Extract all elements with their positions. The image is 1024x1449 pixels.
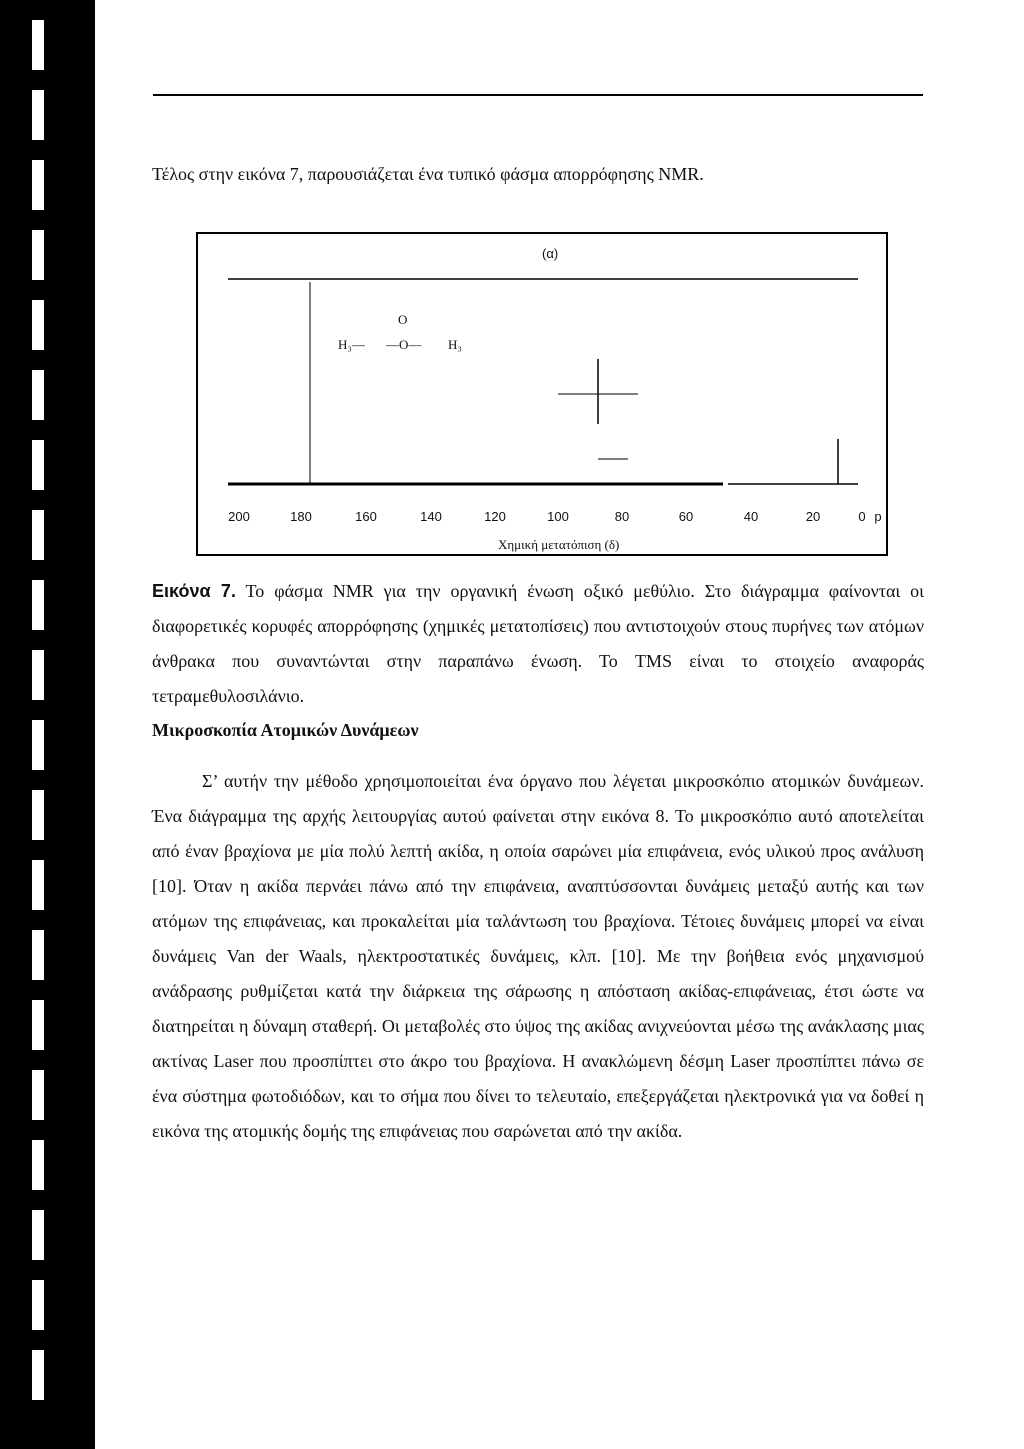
molecule-top-o: O <box>398 312 408 327</box>
nmr-figure <box>196 232 888 556</box>
figure-panel-label: (α) <box>542 246 559 261</box>
axis-title: Χημική μετατόπιση (δ) <box>498 537 620 552</box>
axis-tick: 80 <box>614 509 630 524</box>
axis-unit: p <box>874 509 882 524</box>
axis-tick-row <box>198 509 886 529</box>
axis-tick: 160 <box>355 509 377 524</box>
body-paragraph: Σ’ αυτήν την μέθοδο χρησιμοποιείται ένα όργανο που λέγεται μικροσκόπιο ατομικών δυνάμεων. Ένα διάγραμμα της αρχής λειτουργίας αυτού φαίνεται στην εικόνα 8. Το μικροσκόπιο αυτό αποτελείται από έναν βραχίονα με μία πολύ λεπτή ακίδα, η οποία σαρώνει μία επιφάνεια, ενός υλικού προς ανάλυση [10]. Όταν η ακίδα περνάει πάνω από την επιφάνεια, αναπτύσσονται δυνάμεις μεταξύ αυτής και των ατόμων της επιφάνειας, και προκαλείται μία ταλάντωση του βραχίονα. Τέτοιες δυνάμεις μπορεί να είναι δυνάμεις Van der Waals, ηλεκτροστατικές δυνάμεις, κλπ. [10]. Με την βοήθεια ενός μηχανισμού ανάδρασης ρυθμίζεται κατά την διάρκεια της σάρωσης η απόσταση ακίδας-επιφάνειας, έτσι ώστε να διατηρείται η δύναμη σταθερή. Οι μεταβολές στο ύψος της ακίδας ανιχνεύονται μέσω της ανάκλασης μιας ακτίνας Laser που προσπίπτει στο άκρο του βραχίονα. Η ανακλώμενη δέσμη Laser προσπίπτει πάνω σε ένα σύστημα φωτοδιόδων, και το σήμα που δίνει το τελευταίο, επεξεργάζεται ηλεκτρονικά για να δοθεί η εικόνα της ατομικής δομής της επιφάνειας που σαρώνεται από την ακίδα. <box>152 771 924 1141</box>
caption-text: Το φάσμα NMR για την οργανική ένωση οξικό μεθύλιο. Στο διάγραμμα φαίνονται οι διαφορετικές κορυφές απορρόφησης (χημικές μετατοπίσεις) που αντιστοιχούν στους πυρήνες των ατόμων άνθρακα που συναντώνται στην παραπάνω ένωση. Το TMS είναι το στοιχείο αναφοράς τετραμεθυλοσιλάνιο. <box>152 581 925 706</box>
axis-tick: 40 <box>743 509 759 524</box>
molecule-structure <box>338 312 538 372</box>
figure-caption <box>152 574 924 714</box>
header-rule <box>153 94 923 96</box>
axis-tick: 120 <box>484 509 506 524</box>
axis-tick: 180 <box>290 509 312 524</box>
molecule-left-group: H₃— <box>338 337 365 352</box>
axis-tick: 140 <box>420 509 442 524</box>
axis-tick: 60 <box>678 509 694 524</box>
molecule-middle-group: —O— <box>386 337 422 352</box>
section-heading: Μικροσκοπία Ατομικών Δυνάμεων <box>152 720 419 740</box>
axis-tick: 20 <box>805 509 821 524</box>
axis-tick: 0 <box>858 509 866 524</box>
nmr-spectrum-plot <box>198 234 886 554</box>
molecule-right-group: H₃ <box>448 337 462 352</box>
axis-tick: 100 <box>547 509 569 524</box>
caption-label: Εικόνα 7. <box>152 581 236 601</box>
axis-tick: 200 <box>228 509 250 524</box>
intro-paragraph: Τέλος στην εικόνα 7, παρουσιάζεται ένα τυπικό φάσμα απορρόφησης NMR. <box>152 164 704 184</box>
